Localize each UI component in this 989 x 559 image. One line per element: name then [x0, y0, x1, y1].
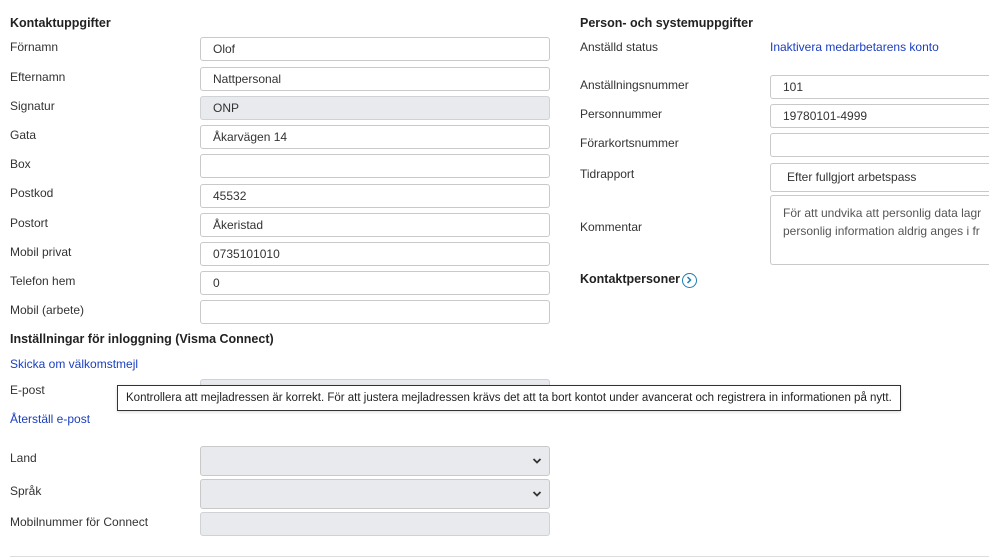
street-input[interactable]: Åkarvägen 14	[200, 125, 550, 149]
first-name-label: Förnamn	[10, 40, 59, 54]
chevron-right-icon	[683, 274, 695, 286]
comment-line-2: personlig information aldrig anges i fr	[783, 224, 980, 238]
signature-label: Signatur	[10, 99, 55, 113]
email-label: E-post	[10, 383, 45, 397]
employment-number-input[interactable]: 101	[770, 75, 989, 99]
country-label: Land	[10, 451, 37, 465]
language-label: Språk	[10, 484, 42, 498]
street-label: Gata	[10, 128, 37, 142]
mobile-work-input[interactable]	[200, 300, 550, 324]
signature-input: ONP	[200, 96, 550, 120]
home-phone-input[interactable]: 0	[200, 271, 550, 295]
bottom-divider	[10, 556, 989, 557]
postcode-input[interactable]: 45532	[200, 184, 550, 208]
driver-license-label: Förarkortsnummer	[580, 136, 679, 150]
connect-mobile-label: Mobilnummer för Connect	[10, 515, 149, 529]
deactivate-account-link[interactable]: Inaktivera medarbetarens konto	[770, 40, 939, 54]
postcode-label: Postkod	[10, 186, 54, 200]
contact-persons-heading: Kontaktpersoner	[580, 272, 681, 286]
email-tooltip: Kontrollera att mejladressen är korrekt. För att justera mejladressen krävs det att ta bort kontot under avancerat och registrera in informationen på nytt.	[117, 385, 901, 411]
last-name-input[interactable]: Nattpersonal	[200, 67, 550, 91]
language-select[interactable]	[200, 479, 550, 509]
country-select[interactable]	[200, 446, 550, 476]
comment-textarea[interactable]	[770, 195, 989, 265]
box-input[interactable]	[200, 154, 550, 178]
time-report-label: Tidrapport	[580, 167, 635, 181]
first-name-input[interactable]: Olof	[200, 37, 550, 61]
time-report-select[interactable]: Efter fullgjort arbetspass	[770, 163, 989, 192]
chevron-down-icon	[532, 456, 542, 466]
employment-number-label: Anställningsnummer	[580, 78, 689, 92]
driver-license-input[interactable]	[770, 133, 989, 157]
chevron-down-icon	[532, 489, 542, 499]
box-label: Box	[10, 157, 31, 171]
expand-contact-persons-icon[interactable]	[682, 273, 697, 288]
mobile-work-label: Mobil (arbete)	[10, 303, 85, 317]
person-heading: Person- och systemuppgifter	[580, 16, 753, 30]
login-heading: Inställningar för inloggning (Visma Connect)	[10, 332, 274, 346]
personal-number-label: Personnummer	[580, 107, 663, 121]
mobile-private-input[interactable]: 0735101010	[200, 242, 550, 266]
city-label: Postort	[10, 216, 49, 230]
comment-line-1: För att undvika att personlig data lagr	[783, 206, 982, 220]
employee-status-label: Anställd status	[580, 40, 659, 54]
mobile-private-label: Mobil privat	[10, 245, 72, 259]
resend-welcome-email-link[interactable]: Skicka om välkomstmejl	[10, 357, 139, 371]
contact-heading: Kontaktuppgifter	[10, 16, 111, 30]
personal-number-input[interactable]: 19780101-4999	[770, 104, 989, 128]
connect-mobile-input	[200, 512, 550, 536]
comment-label: Kommentar	[580, 220, 643, 234]
home-phone-label: Telefon hem	[10, 274, 76, 288]
last-name-label: Efternamn	[10, 70, 66, 84]
city-input[interactable]: Åkeristad	[200, 213, 550, 237]
reset-email-link[interactable]: Återställ e-post	[10, 412, 91, 426]
